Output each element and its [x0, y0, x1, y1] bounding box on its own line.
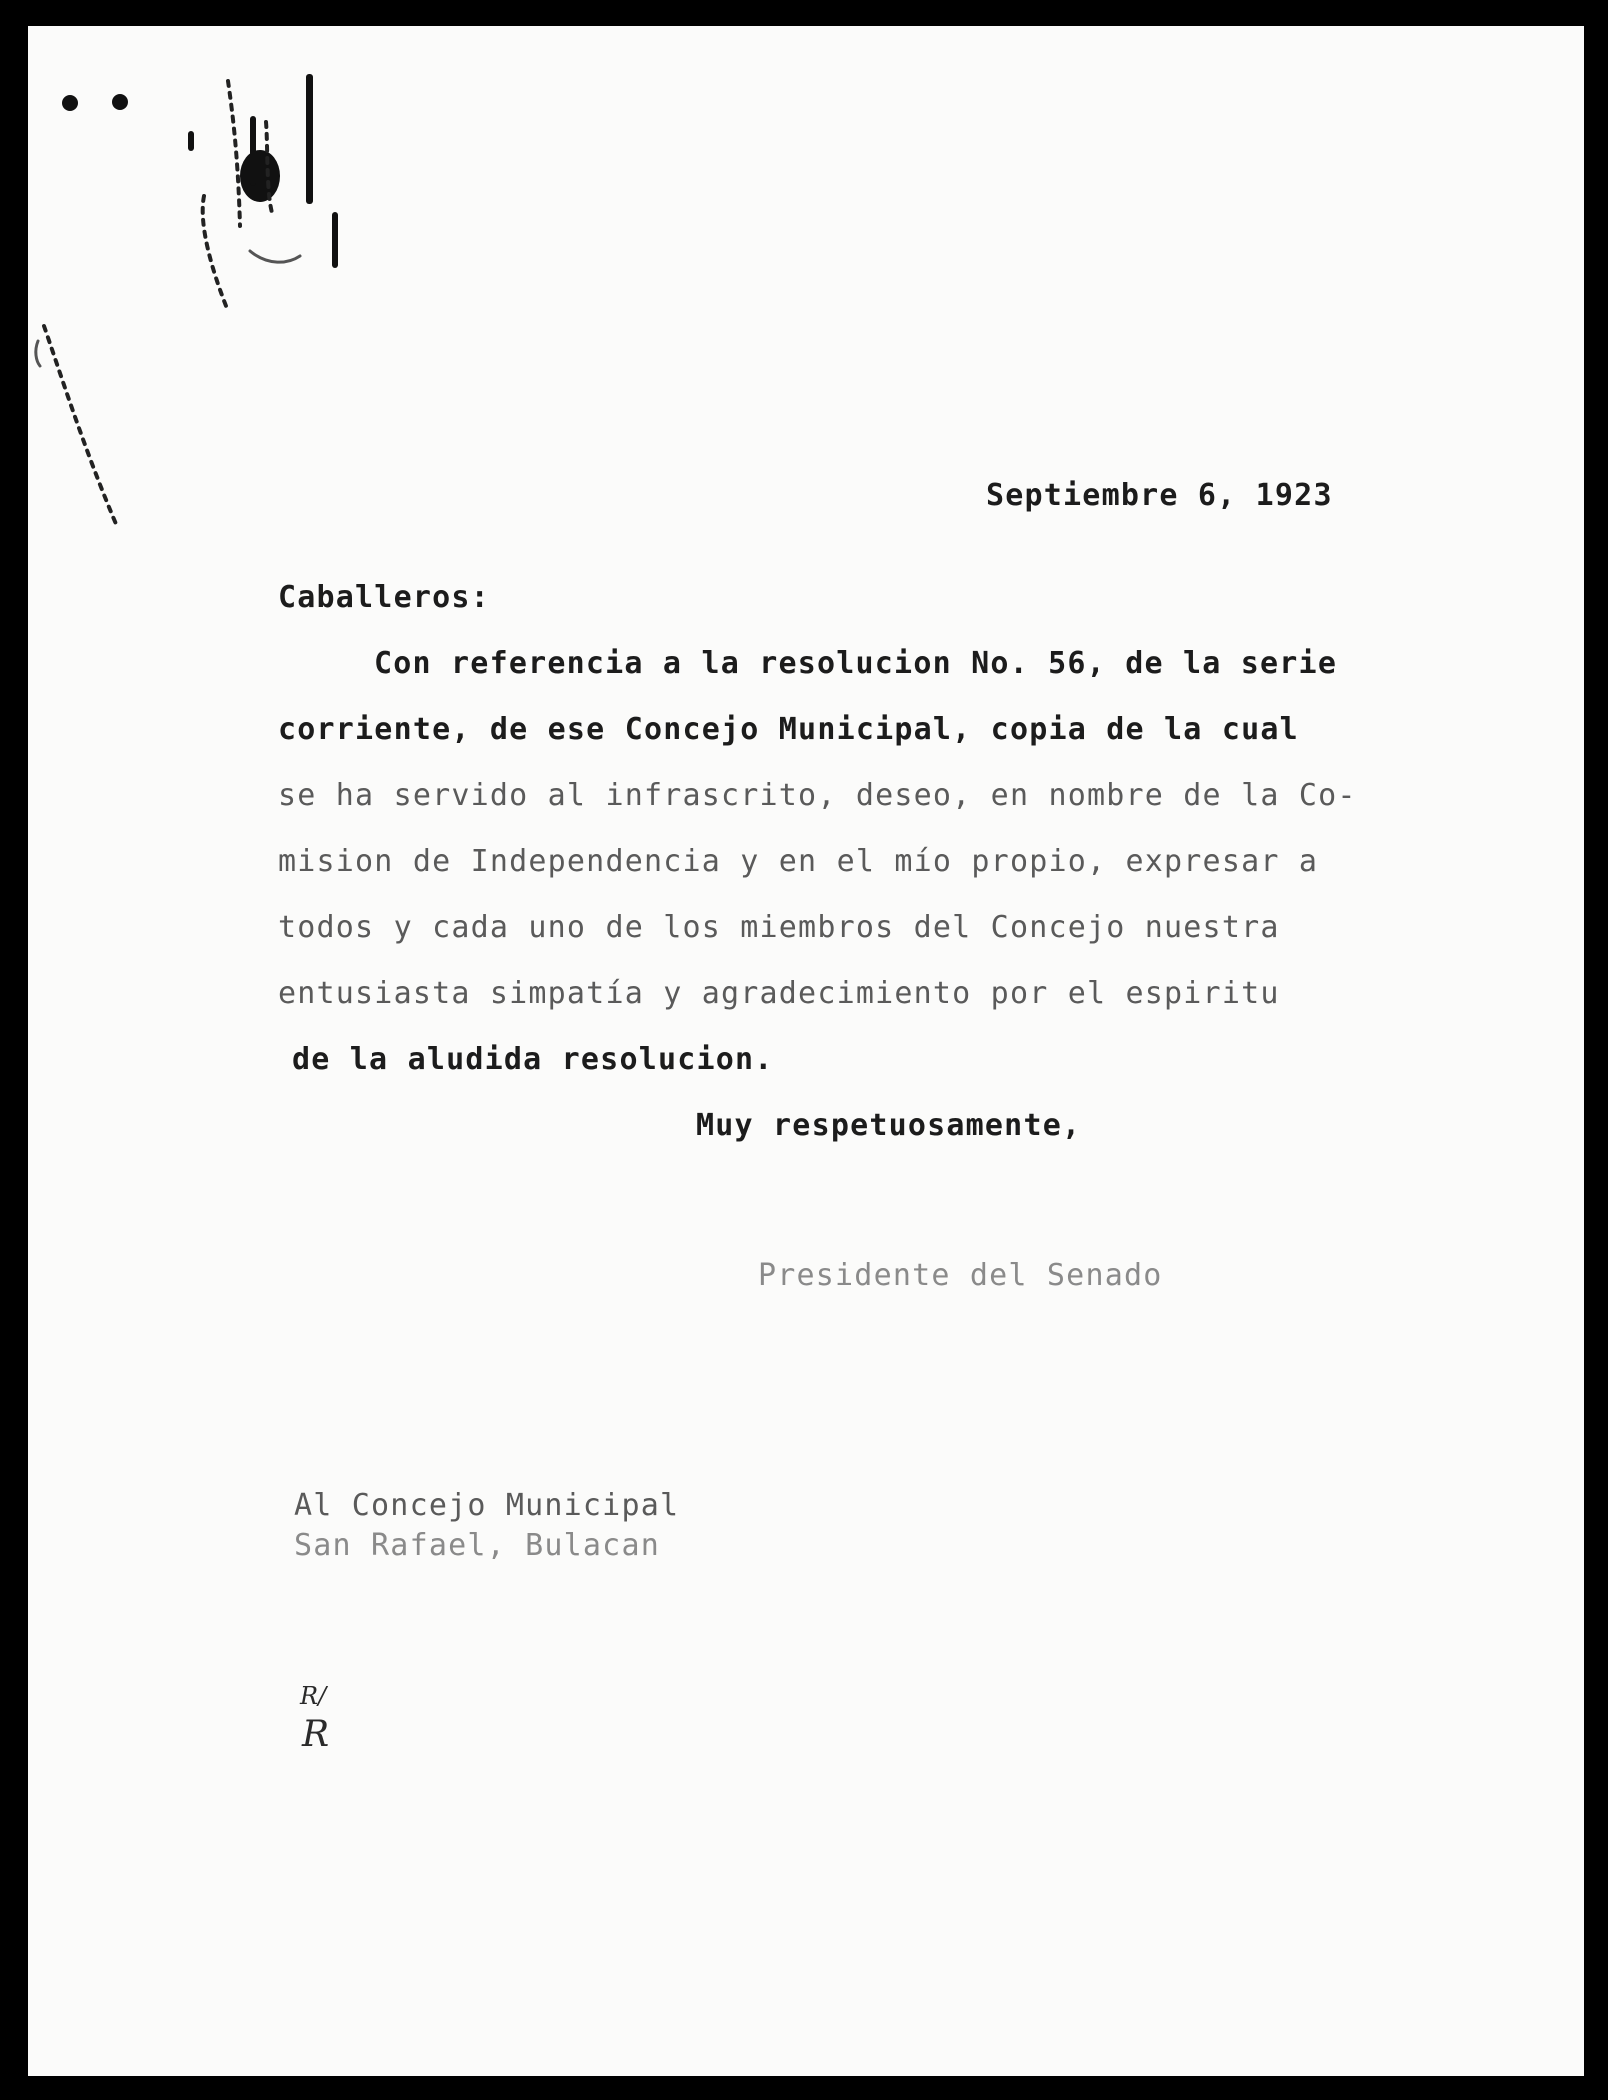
signature-title: Presidente del Senado: [758, 1258, 1163, 1293]
document-page: [28, 26, 1584, 2076]
letter-body-line: se ha servido al infrascrito, deseo, en nombre de la Co-: [278, 778, 1357, 813]
recipient-line: San Rafael, Bulacan: [294, 1528, 660, 1563]
handwritten-initials-bottom: R: [302, 1714, 330, 1755]
letter-body-line: de la aludida resolucion.: [292, 1042, 774, 1077]
letter-body-line: mision de Independencia y en el mío propio, expresar a: [278, 844, 1319, 879]
paper-blemishes: [28, 26, 1584, 2076]
letter-body-line: todos y cada uno de los miembros del Concejo nuestra: [278, 910, 1280, 945]
letter-body-line: entusiasta simpatía y agradecimiento por el espiritu: [278, 976, 1280, 1011]
letter-salutation: Caballeros:: [278, 580, 490, 615]
recipient-line: Al Concejo Municipal: [294, 1488, 680, 1523]
letter-body-line: corriente, de ese Concejo Municipal, copia de la cual: [278, 712, 1299, 747]
letter-date: Septiembre 6, 1923: [986, 478, 1333, 513]
letter-closing: Muy respetuosamente,: [696, 1108, 1082, 1143]
letter-body-line: Con referencia a la resolucion No. 56, de la serie: [374, 646, 1338, 681]
handwritten-initials-top: R/: [300, 1682, 327, 1710]
